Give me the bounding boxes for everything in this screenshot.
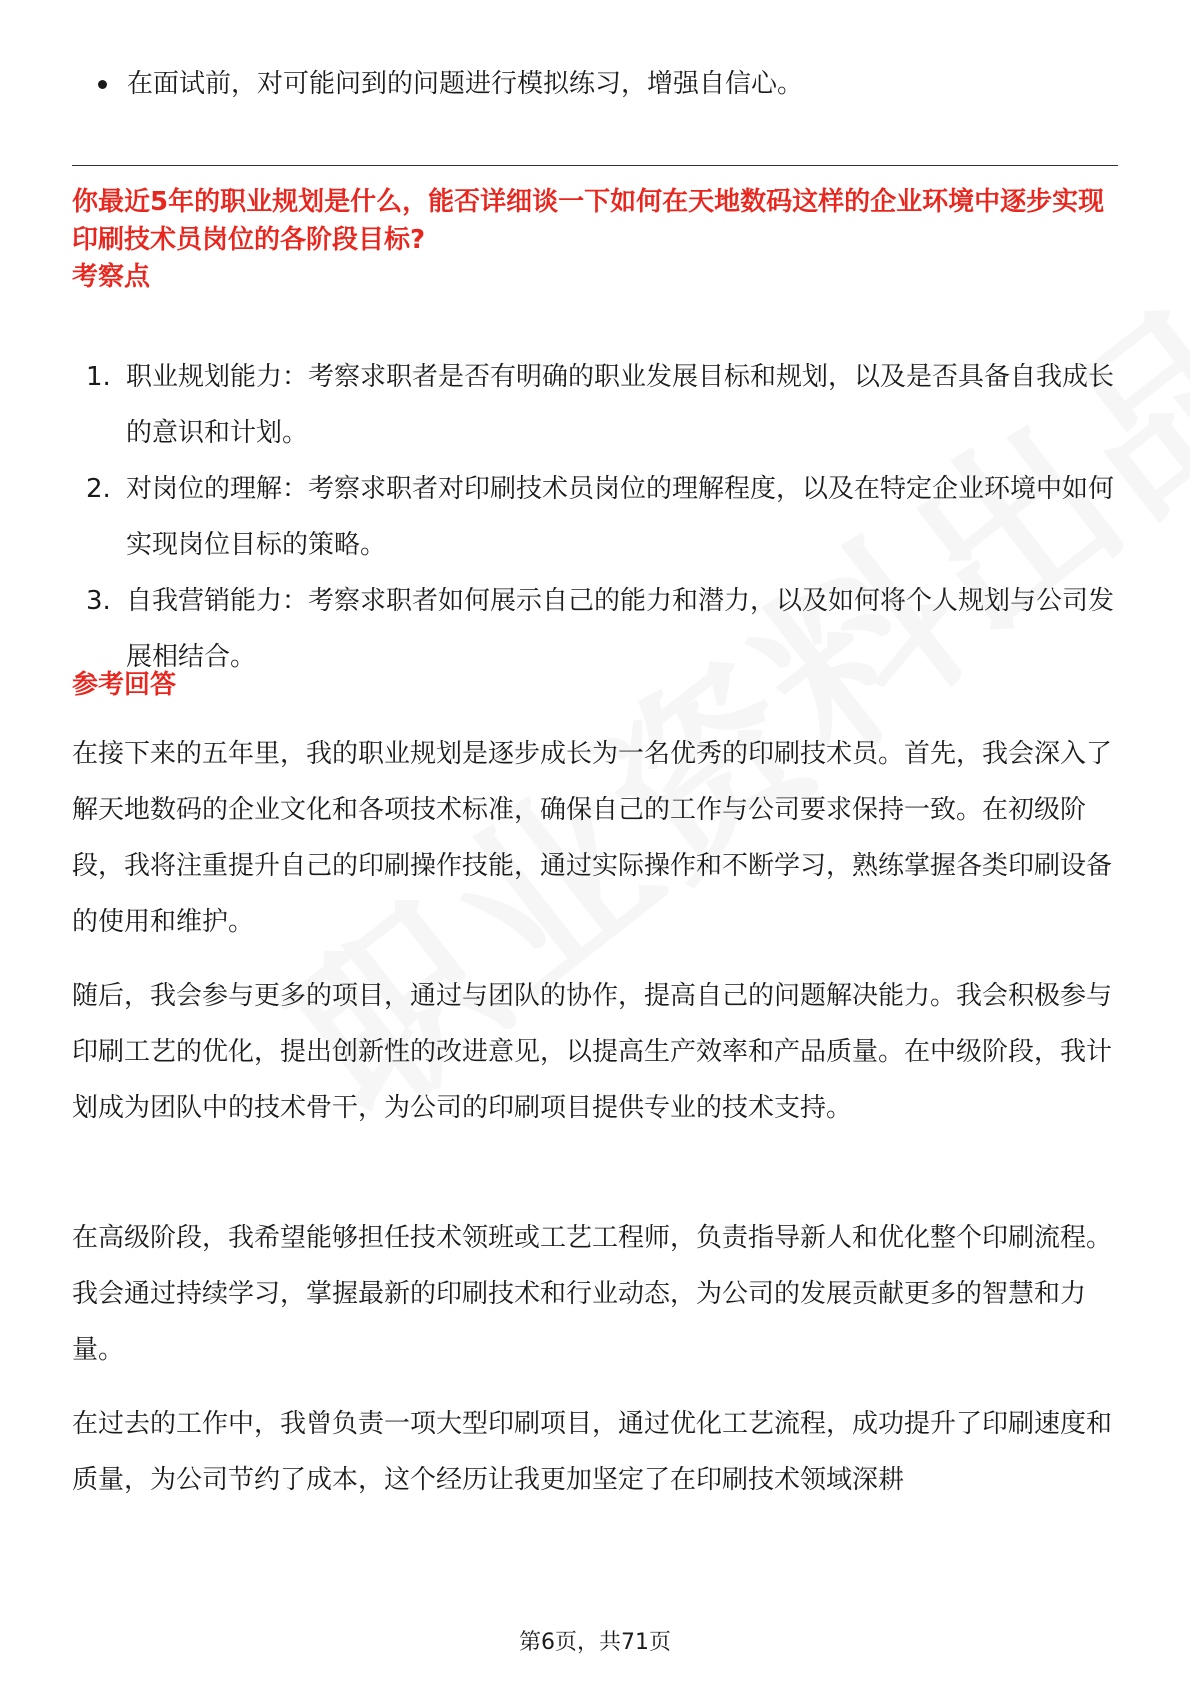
examine-item bbox=[72, 573, 1122, 685]
examine-item bbox=[72, 461, 1122, 573]
answer-paragraph: 随后，我会参与更多的项目，通过与团队的协作，提高自己的问题解决能力。我会积极参与印刷工艺的优化，提出创新性的改进意见，以提高生产效率和产品质量。在中级阶段，我计划成为团队中的技术骨干，为公司的印刷项目提供专业的技术支持。 bbox=[72, 981, 1113, 1123]
page-footer: 第6页，共71页 bbox=[519, 1630, 671, 1655]
bullet-text: 在面试前，对可能问到的问题进行模拟练习，增强自信心。 bbox=[127, 69, 804, 99]
item-number: 3. bbox=[86, 586, 111, 616]
item-text: 自我营销能力：考察求职者如何展示自己的能力和潜力，以及如何将个人规划与公司发展相结合。 bbox=[126, 586, 1115, 672]
answer-heading: 参考回答 bbox=[72, 670, 177, 700]
item-text: 对岗位的理解：考察求职者对印刷技术员岗位的理解程度，以及在特定企业环境中如何实现岗位目标的策略。 bbox=[126, 474, 1115, 560]
section-divider bbox=[72, 165, 1118, 166]
question-heading: 你最近5年的职业规划是什么，能否详细谈一下如何在天地数码这样的企业环境中逐步实现印刷技术员岗位的各阶段目标? bbox=[72, 187, 1105, 255]
answer-paragraph: 在高级阶段，我希望能够担任技术领班或工艺工程师，负责指导新人和优化整个印刷流程。我会通过持续学习，掌握最新的印刷技术和行业动态，为公司的发展贡献更多的智慧和力量。 bbox=[72, 1223, 1113, 1365]
item-number: 1. bbox=[86, 362, 111, 392]
answer-paragraph: 在过去的工作中，我曾负责一项大型印刷项目，通过优化工艺流程，成功提升了印刷速度和质量，为公司节约了成本，这个经历让我更加坚定了在印刷技术领域深耕 bbox=[72, 1409, 1113, 1495]
bullet-item bbox=[98, 62, 803, 106]
examine-heading: 考察点 bbox=[72, 262, 151, 292]
item-number: 2. bbox=[86, 474, 111, 504]
bullet-dot-icon bbox=[98, 80, 107, 89]
item-text: 职业规划能力：考察求职者是否有明确的职业发展目标和规划，以及是否具备自我成长的意识和计划。 bbox=[126, 362, 1115, 448]
examine-item bbox=[72, 349, 1122, 461]
examine-list bbox=[72, 349, 1122, 685]
answer-paragraph: 在接下来的五年里，我的职业规划是逐步成长为一名优秀的印刷技术员。首先，我会深入了解天地数码的企业文化和各项技术标准，确保自己的工作与公司要求保持一致。在初级阶段，我将注重提升自己的印刷操作技能，通过实际操作和不断学习，熟练掌握各类印刷设备的使用和维护。 bbox=[72, 739, 1113, 937]
